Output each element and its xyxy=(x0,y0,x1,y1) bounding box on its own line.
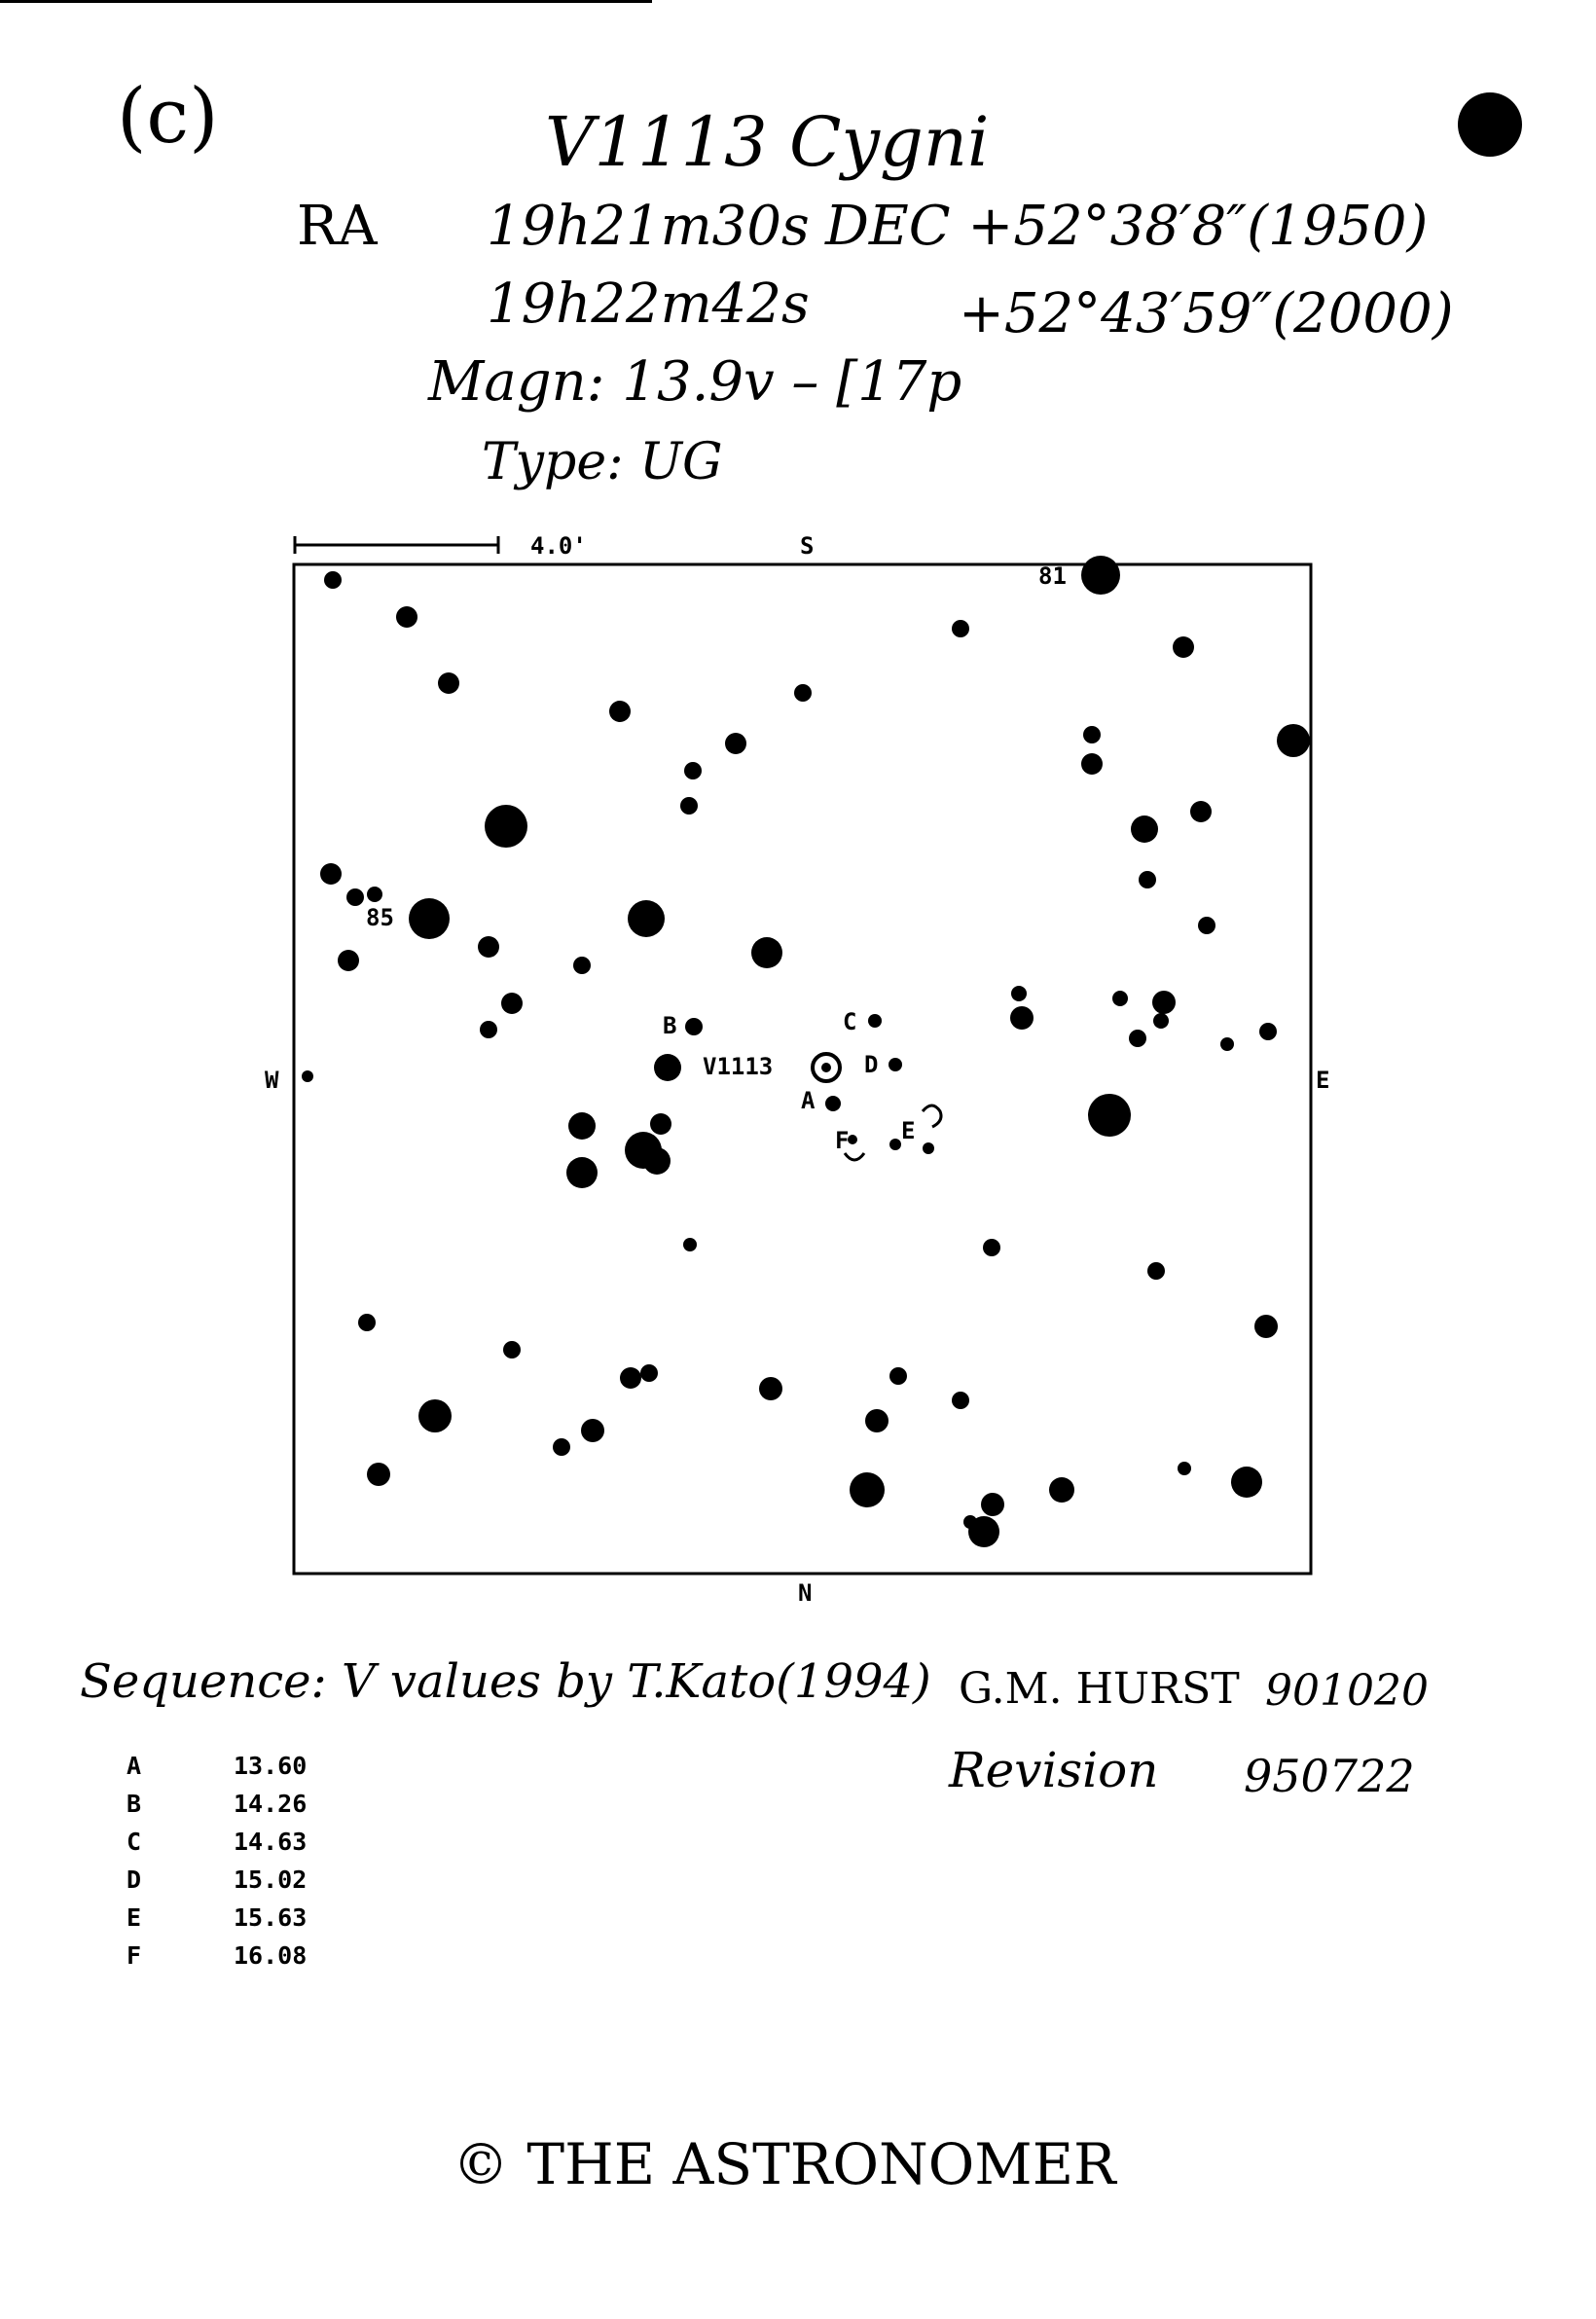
field-star xyxy=(1081,556,1120,595)
field-star xyxy=(324,571,342,589)
sequence-value: 15.63 xyxy=(234,1903,308,1932)
observer-name: G.M. HURST xyxy=(959,1664,1240,1714)
field-star xyxy=(983,1239,1000,1256)
field-star xyxy=(825,1096,841,1111)
sequence-letter: B xyxy=(127,1790,142,1818)
field-star xyxy=(794,684,812,702)
field-star xyxy=(680,797,698,815)
field-star xyxy=(573,957,591,974)
sequence-letter: D xyxy=(127,1866,142,1894)
field-stars xyxy=(302,556,1310,1547)
field-star xyxy=(302,1070,313,1082)
field-star xyxy=(553,1438,570,1456)
sequence-value: 14.26 xyxy=(234,1790,308,1818)
field-star xyxy=(367,887,382,902)
field-star xyxy=(1129,1030,1146,1047)
label-e: E xyxy=(901,1117,916,1144)
field-star xyxy=(889,1367,907,1385)
field-star xyxy=(1231,1467,1262,1498)
field-star xyxy=(643,1147,671,1175)
field-star xyxy=(480,1021,497,1038)
field-star xyxy=(685,1018,703,1035)
field-star xyxy=(409,898,450,939)
sequence-letter: A xyxy=(127,1752,142,1780)
sequence-row xyxy=(127,1903,307,1932)
field-star xyxy=(1131,815,1158,843)
field-star xyxy=(620,1367,641,1389)
dec-1950: DEC +52°38′8″(1950) xyxy=(825,195,1429,258)
field-star xyxy=(1190,801,1212,822)
ra-label: RA xyxy=(297,195,378,258)
copyright: © THE ASTRONOMER xyxy=(453,2131,1116,2197)
field-star xyxy=(501,993,523,1014)
variable-type: Type: UG xyxy=(482,433,723,491)
field-star xyxy=(654,1054,681,1081)
field-star xyxy=(923,1142,934,1154)
field-star xyxy=(759,1377,782,1400)
field-star xyxy=(478,936,499,958)
field-star xyxy=(1010,1006,1034,1030)
field-star xyxy=(1139,871,1156,888)
label-c: C xyxy=(843,1008,857,1035)
label-d: D xyxy=(864,1051,879,1078)
sequence-letter: C xyxy=(127,1828,142,1856)
field-star xyxy=(1254,1315,1278,1338)
revision-date: 950722 xyxy=(1244,1750,1415,1802)
field-star xyxy=(981,1493,1004,1516)
field-star xyxy=(889,1139,901,1150)
sequence-row xyxy=(127,1790,307,1818)
field-star xyxy=(968,1516,999,1547)
field-star xyxy=(566,1157,598,1188)
direction-south: S xyxy=(800,532,815,560)
f-smile-mark xyxy=(845,1153,864,1160)
field-star xyxy=(418,1399,452,1432)
label-85: 85 xyxy=(366,904,394,931)
field-star xyxy=(346,888,364,906)
direction-north: N xyxy=(798,1579,813,1607)
dec-2000: +52°43′59″(2000) xyxy=(959,282,1454,345)
field-star xyxy=(1277,724,1310,757)
direction-west: W xyxy=(265,1067,279,1094)
direction-east: E xyxy=(1316,1067,1330,1094)
sequence-title: Sequence: V values by T.Kato(1994) xyxy=(80,1654,931,1709)
star-title: V1113 Cygni xyxy=(545,102,990,182)
scale-label: 4.0' xyxy=(530,532,587,560)
sequence-value: 13.60 xyxy=(234,1752,308,1780)
field-star xyxy=(485,805,527,848)
sequence-letter: E xyxy=(127,1903,142,1932)
field-star xyxy=(1112,991,1128,1006)
field-star xyxy=(640,1364,658,1382)
sequence-row xyxy=(127,1866,307,1894)
field-star xyxy=(367,1463,390,1486)
sequence-value: 14.63 xyxy=(234,1828,308,1856)
field-star xyxy=(952,620,969,637)
sequence-letter: F xyxy=(127,1941,142,1970)
field-star xyxy=(1147,1262,1165,1280)
field-star xyxy=(751,937,782,968)
sequence-row xyxy=(127,1752,307,1780)
sequence-value: 15.02 xyxy=(234,1866,308,1894)
variable-star-marker xyxy=(813,1054,840,1081)
field-star xyxy=(396,606,417,628)
panel-label: (c) xyxy=(117,73,219,161)
field-star xyxy=(320,863,342,885)
field-star xyxy=(1153,1013,1169,1029)
label-81: 81 xyxy=(1038,562,1067,590)
field-star xyxy=(1259,1023,1277,1040)
label-variable: V1113 xyxy=(703,1053,774,1080)
sequence-row xyxy=(127,1941,307,1970)
field-star xyxy=(1083,726,1101,743)
sequence-row xyxy=(127,1828,307,1856)
field-star xyxy=(1011,986,1027,1001)
e-hook-mark xyxy=(923,1105,941,1127)
field-star xyxy=(581,1419,604,1442)
field-star xyxy=(865,1409,889,1432)
observer-date: 901020 xyxy=(1265,1666,1429,1716)
field-star xyxy=(1173,636,1194,658)
field-star xyxy=(952,1392,969,1409)
field-star xyxy=(1088,1094,1131,1137)
field-star xyxy=(338,950,359,971)
field-star xyxy=(868,1014,882,1028)
label-a: A xyxy=(801,1087,816,1114)
field-star xyxy=(1178,1462,1191,1475)
field-star xyxy=(609,701,631,722)
field-star xyxy=(850,1472,885,1507)
label-f: F xyxy=(835,1127,850,1154)
field-star xyxy=(568,1112,596,1140)
ra-2000: 19h22m42s xyxy=(487,272,810,336)
sequence-value: 16.08 xyxy=(234,1941,308,1970)
field-star xyxy=(684,762,702,779)
field-star xyxy=(889,1058,902,1071)
field-star xyxy=(1220,1037,1234,1051)
field-star xyxy=(628,900,665,937)
ra-1950: 19h21m30s xyxy=(487,195,810,258)
field-star xyxy=(848,1135,857,1144)
field-star xyxy=(650,1113,671,1135)
magnitude: Magn: 13.9v – [17p xyxy=(428,350,962,414)
field-star xyxy=(1081,753,1103,775)
field-star xyxy=(1198,917,1215,934)
field-star xyxy=(438,672,459,694)
field-star xyxy=(503,1341,521,1359)
field-star xyxy=(1049,1477,1074,1503)
scale-bar xyxy=(295,536,498,554)
label-b: B xyxy=(663,1012,677,1039)
field-star xyxy=(725,733,746,754)
revision-label: Revision xyxy=(949,1742,1159,1798)
field-star xyxy=(683,1238,697,1251)
field-star xyxy=(1152,991,1176,1014)
field-star xyxy=(358,1314,376,1331)
